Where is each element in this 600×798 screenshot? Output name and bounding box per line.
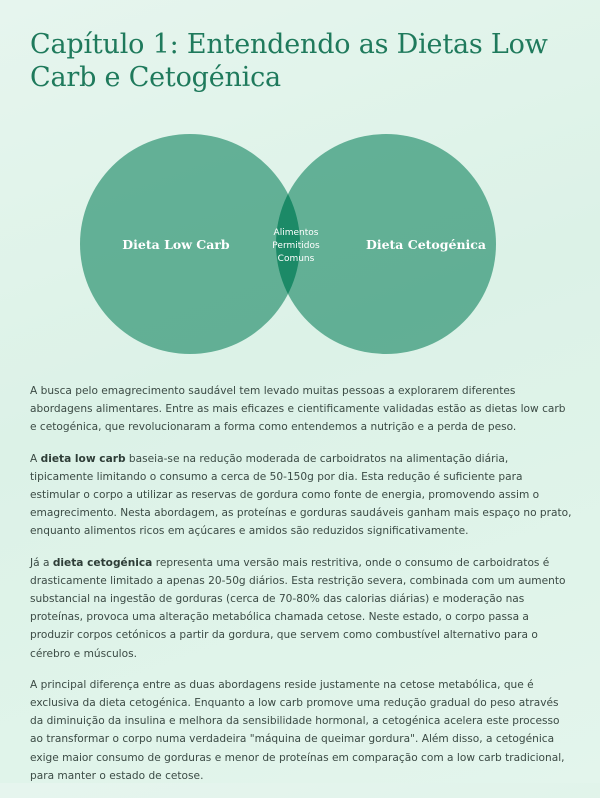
ketogenic-term: dieta cetogénica xyxy=(52,556,153,569)
intersection-label-line-2: Permitidos xyxy=(272,241,320,251)
intersection-label-line-1: Alimentos xyxy=(273,228,319,238)
low-carb-label: Dieta Low Carb xyxy=(122,237,230,252)
low-carb-term: dieta low carb xyxy=(40,452,126,465)
ketogenic-label: Dieta Cetogénica xyxy=(365,237,487,252)
intersection-label-line-3: Comuns xyxy=(277,254,315,264)
intro-paragraph: A busca pelo emagrecimento saudável tem levado muitas pessoas a explorarem diferentes abordagens alimentares. Entre as mais eficazes e cientificamente validadas estão as dietas low carb e cetogénica, que revolucionaram a forma como entendemos a nutrição e a perda de peso. xyxy=(30,385,566,434)
ketogenic-prefix: Já a xyxy=(30,556,53,569)
ketogenic-text: representa uma versão mais restritiva, onde o consumo de carboidratos é drasticamente limitado a apenas 20-50g diários. Esta restrição severa, combinada com um aumento substancial na ingestão de gorduras (cerca de 70-80% das calorias diárias) e moderação nas proteínas, provoca uma alteração metabólica chamada cetose. Neste estado, o corpo passa a produzir corpos cetónicos a partir da gordura, que servem como combustível alternativo para o cérebro e músculos. xyxy=(30,556,566,660)
low-carb-text: baseia-se na redução moderada de carboidratos na alimentação diária, tipicamente limitando o consumo a cerca de 50-150g por dia. Esta redução é suficiente para estimular o corpo a utilizar as reservas de gordura como fonte de energia, promovendo assim o emagrecimento. Nesta abordagem, as proteínas e gorduras saudáveis ganham mais espaço no prato, enquanto alimentos ricos em açúcares e amidos são reduzidos significativamente. xyxy=(30,452,572,538)
low-carb-prefix: A xyxy=(30,452,41,465)
venn-diagram xyxy=(0,130,600,370)
chapter-title: Capítulo 1: Entendendo as Dietas Low Carb e Cetogénica xyxy=(30,29,548,93)
ketogenic-paragraph xyxy=(30,554,572,663)
low-carb-paragraph xyxy=(30,450,572,541)
chapter-body xyxy=(30,382,572,798)
difference-paragraph: A principal diferença entre as duas abordagens reside justamente na cetose metabólica, que é exclusiva da dieta cetogénica. Enquanto a low carb promove uma redução gradual do peso através da diminuição da insulina e melhora da sensibilidade hormonal, a cetogénica acelera este processo ao transformar o corpo numa verdadeira "máquina de queimar gordura". Além disso, a cetogénica exige maior consumo de gorduras e menor de proteínas em comparação com a low carb tradicional, para manter o estado de cetose. xyxy=(30,678,565,782)
